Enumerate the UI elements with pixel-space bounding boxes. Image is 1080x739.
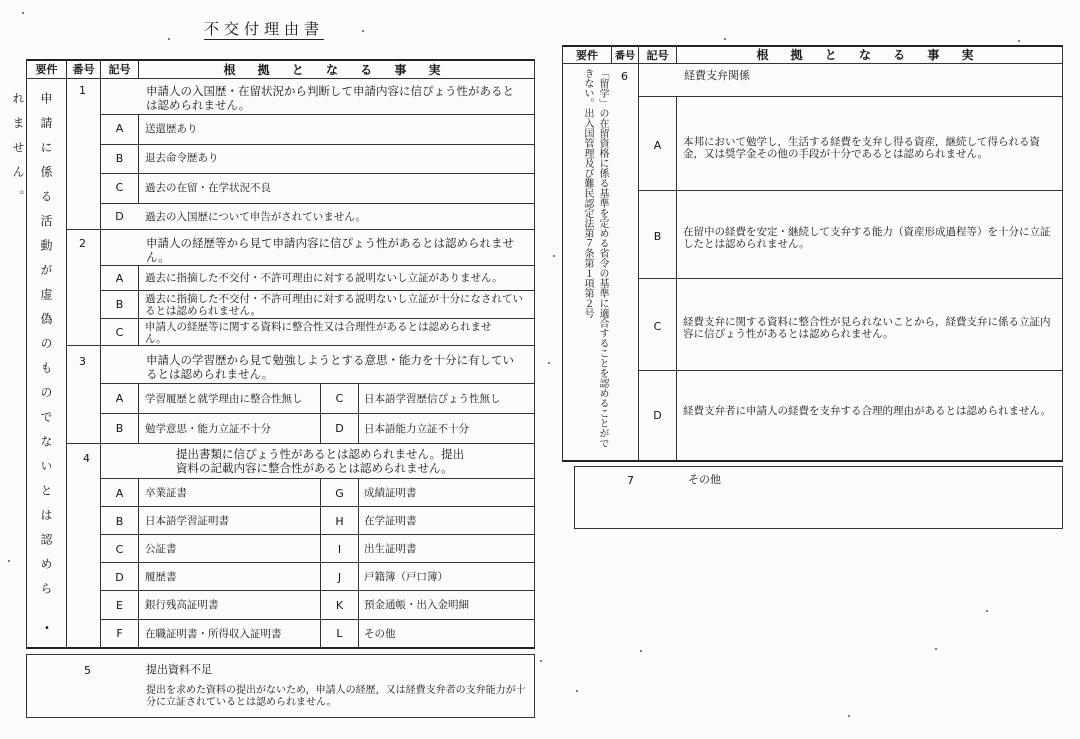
item-3D: 日本語能力立証不十分 — [364, 423, 469, 435]
code-1C: C — [115, 181, 124, 194]
code-3D: D — [335, 422, 344, 435]
item-4D: 履歴書 — [145, 571, 177, 583]
code-4H: H — [335, 515, 344, 528]
header-number: 番号 — [72, 63, 95, 76]
section-7-number: 7 — [627, 474, 634, 487]
item-1C: 過去の在留・在学状況不良 — [145, 182, 271, 194]
item-3C: 日本語学習歴信ぴょう性無し — [364, 393, 501, 405]
section-7-box — [574, 466, 1063, 529]
item-4K: 預金通帳・出入金明細 — [364, 599, 469, 611]
section-5-text: 提出を求めた資料の提出がないため，申請人の経歴，又は経費支弁者の支弁能力が十分に立証されているとは認められません。 — [146, 685, 526, 708]
item-4H: 在学証明書 — [364, 515, 417, 527]
item-6B: 在留中の経費を安定・継続して支弁する能力（資産形成過程等）を十分に立証したとは認められません。 — [683, 226, 1051, 250]
section-6-title: 経費支弁関係 — [684, 69, 750, 82]
code-3A: A — [115, 392, 124, 405]
item-4I: 出生証明書 — [364, 543, 417, 555]
section-1-number: 1 — [79, 84, 86, 97]
section-7-title: その他 — [688, 473, 721, 486]
item-4A: 卒業証書 — [145, 487, 187, 499]
code-4J: J — [337, 571, 342, 584]
code-4B: B — [115, 515, 124, 528]
item-1B: 退去命令歴あり — [145, 152, 219, 164]
item-1D: 過去の入国歴について申告がされていません。 — [145, 211, 366, 223]
item-1A: 送還歴あり — [145, 123, 198, 135]
item-4C: 公証書 — [145, 543, 177, 555]
header-requirement: 要件 — [35, 63, 58, 76]
section-1-text: 申請人の入国歴・在留状況から判断して申請内容に信ぴょう性があるとは認められません。 — [146, 84, 514, 112]
item-4E: 銀行残高証明書 — [145, 599, 219, 611]
right-header-number: 番号 — [615, 51, 635, 62]
item-3A: 学習履歴と就学理由に整合性無し — [145, 393, 303, 405]
item-4F: 在職証明書・所得収入証明書 — [145, 628, 282, 640]
page-title: 不交付理由書 — [204, 20, 325, 38]
header-code: 記号 — [108, 63, 131, 76]
code-4G: G — [335, 487, 344, 500]
code-4K: K — [335, 599, 344, 612]
item-6D: 経費支弁者に申請人の経費を支弁する合理的理由があるとは認められません。 — [683, 405, 1052, 417]
item-6C: 経費支弁に関する資料に整合性が見られないことから，経費支弁に係る立証内容に信ぴょう性があるとは認められません。 — [683, 316, 1051, 340]
code-6C: C — [653, 320, 662, 333]
item-4B: 日本語学習証明書 — [145, 515, 229, 527]
right-header-code: 記号 — [646, 48, 669, 62]
section-2-number: 2 — [79, 237, 86, 250]
section-4-text: 提出書類に信ぴょう性があるとは認められません。提出資料の記載内容に整合性があるとは認められません。 — [176, 447, 465, 475]
item-6A: 本邦において勉学し，生活する経費を支弁し得る資産，継続して得られる資金，又は奨学金その他の手段が十分であるとは認められません。 — [683, 136, 1040, 160]
left-requirement-text: 申請に係る活動が虚偽のものでないとは認められません。 — [11, 92, 53, 607]
item-4J: 戸籍簿（戸口簿） — [364, 571, 448, 583]
item-4L: その他 — [364, 628, 396, 640]
code-4C: C — [115, 543, 124, 556]
bullet-dot: • — [44, 623, 50, 634]
code-2A: A — [115, 272, 124, 285]
code-6B: B — [653, 230, 662, 243]
section-5-number: 5 — [84, 664, 91, 677]
item-3B: 勉学意思・能力立証不十分 — [145, 423, 271, 435]
code-4E: E — [116, 599, 123, 612]
code-3B: B — [115, 422, 124, 435]
code-4I: I — [337, 543, 342, 556]
section-2-text: 申請人の経歴等から見て申請内容に信ぴょう性があるとは認められません。 — [146, 236, 514, 264]
section-3-text: 申請人の学習歴から見て勉強しようとする意思・能力を十分に有しているとは認められません。 — [146, 353, 514, 381]
header-basis: 根 拠 と な る 事 実 — [223, 62, 450, 77]
right-requirement-text: 「留学」の在留資格に係る基準を定める省令の基準に適合することを認めることができない。出入国管理及び難民認定法第７条第１項第２号 — [582, 68, 608, 448]
right-header-requirement: 要件 — [576, 48, 598, 62]
code-4A: A — [115, 487, 124, 500]
code-4F: F — [116, 627, 123, 640]
item-4G: 成績証明書 — [364, 487, 417, 499]
code-1D: D — [115, 210, 124, 223]
code-4D: D — [115, 571, 124, 584]
section-5-title: 提出資料不足 — [146, 663, 212, 676]
section-3-number: 3 — [79, 355, 86, 368]
code-6D: D — [653, 409, 662, 422]
code-2C: C — [115, 326, 124, 339]
section-6-number: 6 — [621, 70, 628, 83]
code-6A: A — [653, 139, 662, 152]
code-3C: C — [335, 392, 344, 405]
code-2B: B — [115, 298, 124, 311]
item-2B: 過去に指摘した不交付・不許可理由に対する説明ないし立証が十分になされているとは認められません。 — [145, 293, 523, 317]
item-2C: 申請人の経歴等に関する資料に整合性又は合理性があるとは認められません。 — [145, 321, 492, 345]
code-1A: A — [115, 122, 124, 135]
right-header-basis: 根 拠 と な る 事 実 — [756, 48, 983, 62]
code-1B: B — [115, 152, 124, 165]
item-2A: 過去に指摘した不交付・不許可理由に対する説明ないし立証がありません。 — [145, 272, 503, 284]
section-4-number: 4 — [83, 452, 90, 465]
code-4L: L — [336, 627, 343, 640]
